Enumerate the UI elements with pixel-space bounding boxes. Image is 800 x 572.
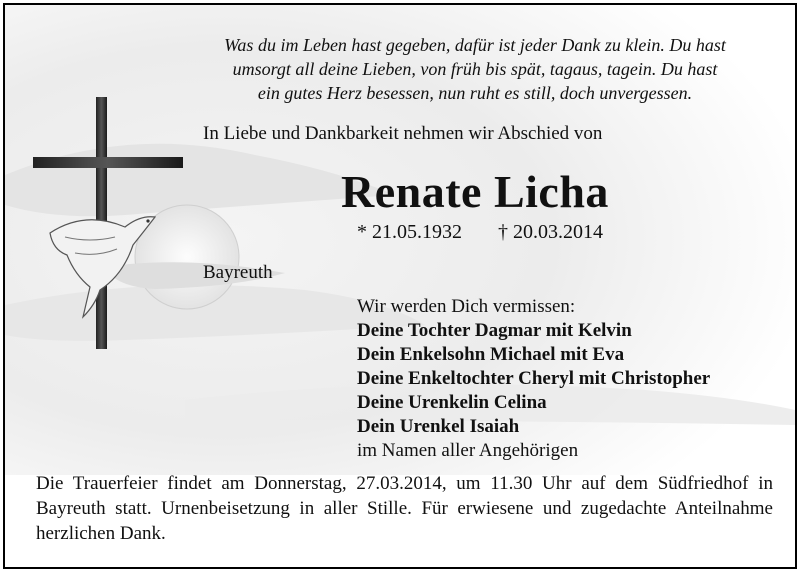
mourner-entry: Deine Enkeltochter Cheryl mit Christopher [357, 368, 711, 389]
mourner-entry: Deine Urenkelin Celina [357, 392, 547, 413]
farewell-intro: In Liebe und Dankbarkeit nehmen wir Abschied von [203, 123, 603, 144]
obituary-frame [3, 3, 797, 569]
deceased-name: Renate Licha [341, 166, 609, 217]
mourner-entry: Dein Urenkel Isaiah [357, 416, 520, 437]
poem-line: umsorgt all deine Lieben, von früh bis spät, tagaus, tagein. Du hast [232, 59, 718, 79]
mourner-entry: Dein Enkelsohn Michael mit Eva [357, 344, 625, 365]
life-dates [357, 221, 603, 244]
poem-line: Was du im Leben hast gegeben, dafür ist jeder Dank zu klein. Du hast [224, 35, 726, 55]
mourners-heading: Wir werden Dich vermissen: [357, 296, 576, 317]
mourners-list [357, 295, 710, 463]
cross-horizontal [33, 157, 183, 168]
death-date: † 20.03.2014 [498, 221, 603, 243]
birth-date: * 21.05.1932 [357, 221, 462, 243]
mourner-entry: Deine Tochter Dagmar mit Kelvin [357, 320, 632, 341]
mourners-closing: im Namen aller Angehörigen [357, 440, 579, 461]
poem-line: ein gutes Herz besessen, nun ruht es still, doch unvergessen. [257, 83, 693, 103]
funeral-details: Die Trauerfeier findet am Donnerstag, 27.03.2014, um 11.30 Uhr auf dem Südfriedhof in Bayreuth statt. Urnenbeisetzung in aller Stille. Für erwiesene und zugedachte Anteilnahme herzlichen Dank. [36, 473, 773, 544]
memorial-poem [155, 33, 795, 105]
place-name: Bayreuth [203, 262, 273, 283]
